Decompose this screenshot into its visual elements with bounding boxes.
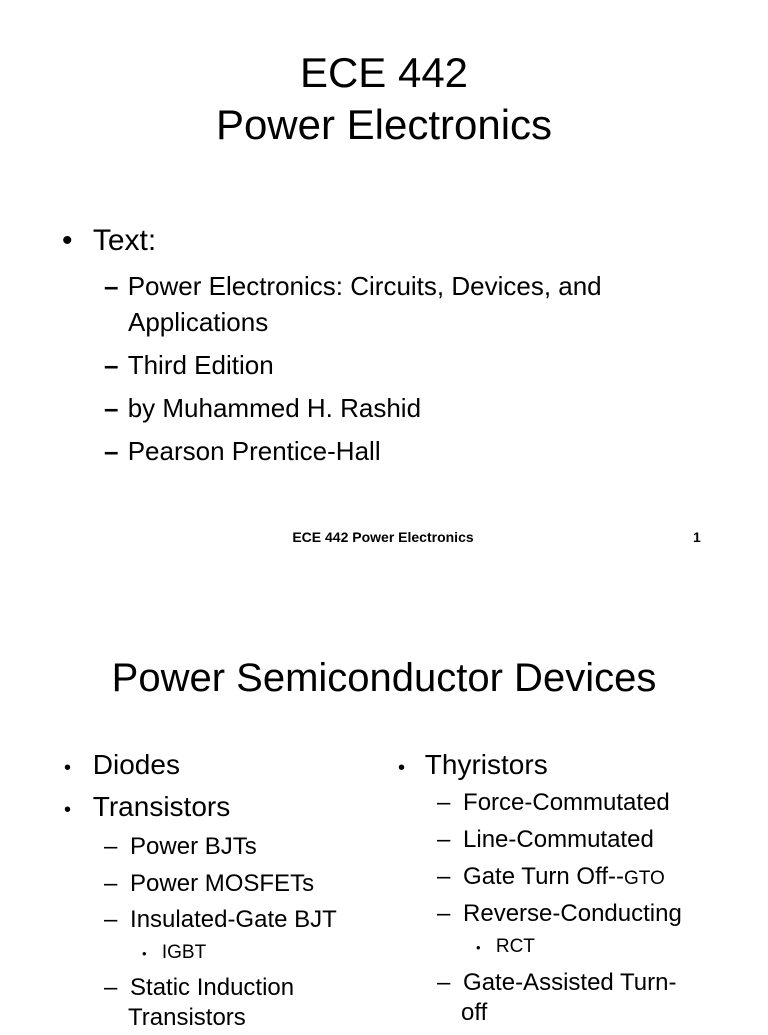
dash-icon: – (104, 350, 119, 380)
sub-item-label: Gate-Assisted Turn- (463, 969, 677, 996)
dash-icon: – (437, 900, 451, 927)
dash-icon: – (104, 974, 118, 1001)
sub-item-power-bjts (104, 830, 257, 864)
bullet-label: Diodes (92, 749, 180, 780)
sub-sub-item-label: RCT (495, 936, 535, 957)
sub-item-label: Third Edition (127, 350, 274, 380)
dash-icon: – (437, 789, 451, 816)
dash-icon: – (104, 870, 118, 897)
slide-2 (0, 580, 768, 1031)
dash-icon: – (437, 863, 451, 890)
bullet-icon: • (398, 757, 406, 779)
bullet-icon: • (62, 224, 73, 257)
sub-sub-item-rct (476, 935, 535, 960)
sub-item-reverse-conducting (437, 897, 682, 931)
sub-item-power-mosfets (104, 867, 314, 901)
dash-icon: – (104, 436, 119, 466)
sub-item-label: Pearson Prentice-Hall (127, 436, 381, 466)
dash-icon: – (104, 393, 119, 423)
bullet-icon: • (142, 946, 147, 961)
sub-item-label: Line-Commutated (463, 826, 654, 853)
sub-item-insulated-gate-bjt (104, 903, 337, 937)
sub-item-static-induction (104, 971, 294, 1005)
sub-item-label: by Muhammed H. Rashid (127, 393, 422, 423)
sub-item-label: Force-Commutated (463, 789, 670, 816)
title-line-1: ECE 442 (299, 49, 469, 96)
sub-item-author (104, 390, 421, 426)
bullet-icon: • (64, 799, 72, 821)
dash-icon: – (437, 969, 451, 996)
sub-item-force-commutated (437, 786, 670, 820)
bullet-thyristors (398, 748, 548, 785)
bullet-icon: • (476, 940, 481, 955)
sub-item-label: Insulated-Gate BJT (130, 906, 337, 933)
sub-item-publisher (104, 433, 381, 469)
sub-item-label: Transistors (128, 1004, 246, 1031)
slide-footer: ECE 442 Power Electronics (292, 529, 474, 545)
sub-item-gate-turn-off (437, 860, 665, 896)
sub-item-label: Power MOSFETs (130, 870, 315, 897)
sub-item-label: Applications (128, 307, 269, 337)
sub-item-line-commutated (437, 823, 654, 857)
sub-item-label: off (461, 999, 488, 1026)
sub-item-book-title-cont (128, 304, 268, 340)
page-number: 1 (693, 529, 701, 545)
bullet-label: Thyristors (424, 749, 548, 780)
sub-item-label: Static Induction (130, 974, 295, 1001)
sub-item-label: Power BJTs (130, 833, 257, 860)
bullet-text-label: Text: (92, 224, 157, 257)
slide-1-title (0, 47, 768, 151)
sub-sub-item-igbt (142, 941, 206, 966)
dash-icon: – (104, 906, 118, 933)
dash-icon: – (104, 271, 119, 301)
sub-sub-item-label: IGBT (161, 942, 207, 963)
sub-item-gate-assisted (437, 966, 676, 1000)
bullet-icon: • (64, 757, 72, 779)
sub-item-gate-assisted-cont (461, 996, 487, 1030)
bullet-text-heading (62, 224, 156, 258)
bullet-label: Transistors (92, 791, 231, 822)
sub-item-label: Gate Turn Off-- (463, 863, 624, 890)
dash-icon: – (104, 833, 118, 860)
gto-abbreviation: GTO (623, 868, 665, 889)
slide-2-title: Power Semiconductor Devices (111, 656, 657, 700)
sub-item-static-induction-cont (128, 1001, 246, 1035)
title-line-2: Power Electronics (215, 101, 553, 148)
bullet-diodes (64, 748, 180, 785)
sub-item-edition (104, 347, 274, 383)
sub-item-label: Power Electronics: Circuits, Devices, and (127, 271, 602, 301)
dash-icon: – (437, 826, 451, 853)
bullet-transistors (64, 790, 230, 827)
sub-item-label: Reverse-Conducting (463, 900, 682, 927)
sub-item-book-title (104, 268, 602, 304)
